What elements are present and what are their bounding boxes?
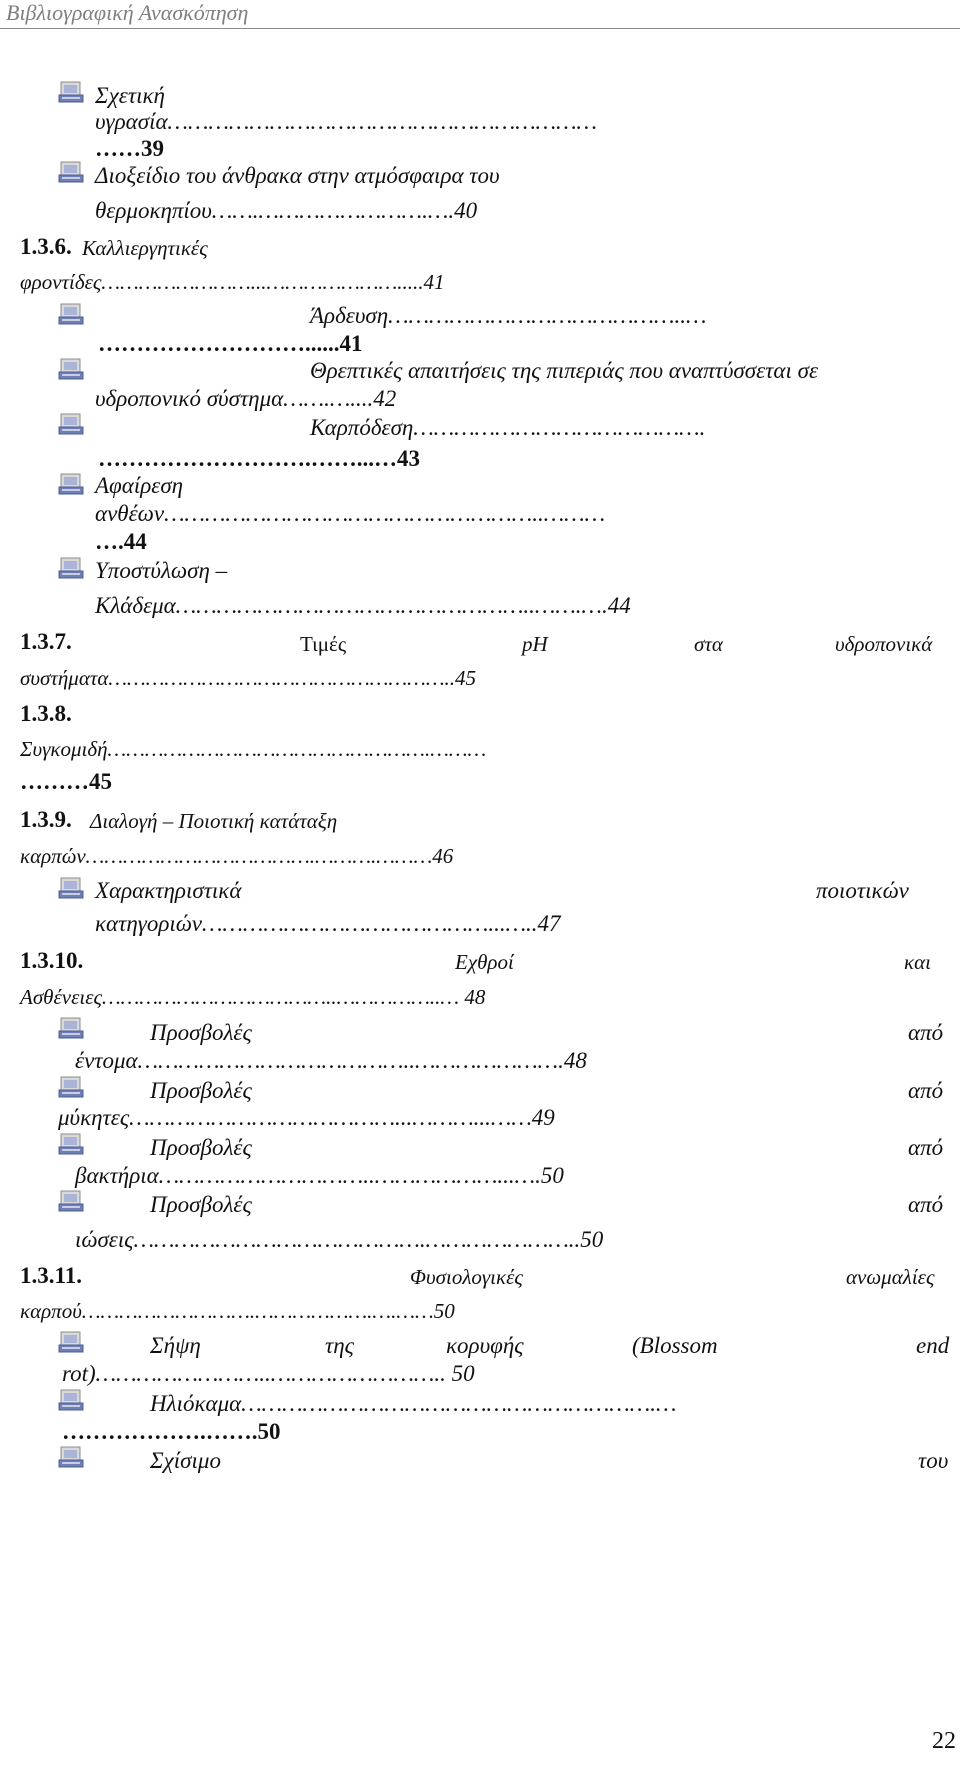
toc-entry-text: Υποστύλωση – [95,558,228,583]
toc-entry-text: Προσβολές [150,1078,252,1103]
toc-entry-text: υγρασία……………………………………………………… [95,109,598,134]
toc-entry-text: κορυφής [446,1333,524,1358]
list-bullet-icon [58,412,84,436]
toc-entry-text: Σήψη [150,1333,201,1358]
list-bullet-icon [58,876,84,900]
toc-entry-text: Άρδευση……………………………………..… [310,303,707,328]
toc-entry-text: από [908,1135,944,1160]
toc-entry-text: ………………………......41 [98,331,363,356]
list-bullet-icon [58,1388,84,1412]
toc-entry-text: βακτήρια…………………………..………………...….50 [75,1163,564,1188]
toc-entry-text: Θρεπτικές απαιτήσεις της πιπεριάς που αναπτύσσεται σε [310,358,819,383]
section-title: Φυσιολογικές [410,1265,523,1289]
toc-entry-text: Κλάδεμα……………………………………………..…….….44 [95,593,631,618]
section-number: 1.3.8. [20,701,72,726]
toc-entry-text: Σχετική [95,83,165,108]
section-number: 1.3.10. [20,948,84,973]
toc-entry-text: έντομα…………………………………..………………….48 [75,1048,587,1073]
toc-entry-text: καρπών……………………………….……….………46 [20,844,454,868]
list-bullet-icon [58,472,84,496]
toc-entry-text: κατηγοριών……………………………………...…..47 [95,911,561,936]
toc-entry-text: ανθέων………………………………………………..……… [95,501,606,526]
list-bullet-icon [58,302,84,326]
list-bullet-icon [58,1075,84,1099]
toc-page-number: ….44 [95,529,147,554]
list-bullet-icon [58,1445,84,1469]
toc-entry-text: Καρπόδεση……………………………………. [310,415,706,440]
section-number: 1.3.9. [20,807,72,832]
toc-page-number: ………45 [20,769,112,794]
toc-entry-text: υδροπονικό σύστημα…….…....42 [95,386,397,411]
toc-entry-text: του [918,1448,949,1473]
list-bullet-icon [58,1189,84,1213]
toc-entry-text: end [916,1333,950,1358]
toc-entry-text: θερμοκηπίου…….…………………….….40 [95,198,478,223]
toc-entry-text: ……………….…….50 [62,1419,281,1444]
toc-entry-text: Ασθένειες………………………………..……………..… 48 [20,985,486,1009]
section-title: και [904,950,931,974]
section-number: 1.3.7. [20,629,72,654]
section-number: 1.3.6. [20,234,72,259]
section-title: ανωμαλίες [846,1265,935,1289]
toc-entry-text: Προσβολές [150,1192,252,1217]
toc-entry-text: ……………………….……...…43 [98,446,420,471]
toc-entry-text: ιώσεις…………………………………….…………………..50 [75,1227,604,1252]
section-title: υδροπονικά [835,632,933,656]
toc-entry-text: από [908,1192,944,1217]
list-bullet-icon [58,160,84,184]
list-bullet-icon [58,1016,84,1040]
toc-entry-text: Χαρακτηριστικά [95,878,242,903]
section-title: στα [694,632,723,656]
toc-entry-text: rot)……………………..…………………….. 50 [62,1361,475,1386]
list-bullet-icon [58,1330,84,1354]
section-title: Διαλογή – Ποιοτική κατάταξη [90,809,338,833]
toc-entry-text: Αφαίρεση [95,473,184,498]
toc-entry-text: μύκητες…………………………………...………...……49 [58,1105,555,1130]
section-title: pH [522,632,548,656]
toc-entry-text: ποιοτικών [816,878,909,903]
list-bullet-icon [58,1132,84,1156]
toc-entry-text: Διοξείδιο του άνθρακα στην ατμόσφαιρα του [95,163,500,188]
toc-entry-text: (Blossom [632,1333,718,1358]
toc-entry-text: Σχίσιμο [150,1448,221,1473]
section-title: Εχθροί [455,950,514,974]
toc-entry-text: συστήματα………………………………………………..45 [20,666,476,690]
toc-entry-text: από [908,1020,944,1045]
toc-entry-text: φροντίδες……………………...………………….....41 [20,270,445,294]
section-number: 1.3.11. [20,1263,82,1288]
toc-entry-text: Συγκομιδή…………………………………………….……… [20,737,487,761]
toc-entry-text: της [325,1333,354,1358]
toc-entry-text: Προσβολές [150,1020,252,1045]
toc-entry-text: Προσβολές [150,1135,252,1160]
section-title: Καλλιεργητικές [82,236,208,260]
list-bullet-icon [58,80,84,104]
toc-entry-text: Ηλιόκαμα…………………………………………………….… [150,1391,677,1416]
list-bullet-icon [58,357,84,381]
section-title: Τιμές [300,632,347,656]
list-bullet-icon [58,556,84,580]
toc-entry-text: καρπού……………………….……………….….……50 [20,1299,455,1323]
toc-entry-text: από [908,1078,944,1103]
page-header: Βιβλιογραφική Ανασκόπηση [6,0,249,25]
page-number: 22 [932,1728,956,1754]
header-rule [0,28,960,29]
toc-page-number: ……39 [95,136,164,161]
